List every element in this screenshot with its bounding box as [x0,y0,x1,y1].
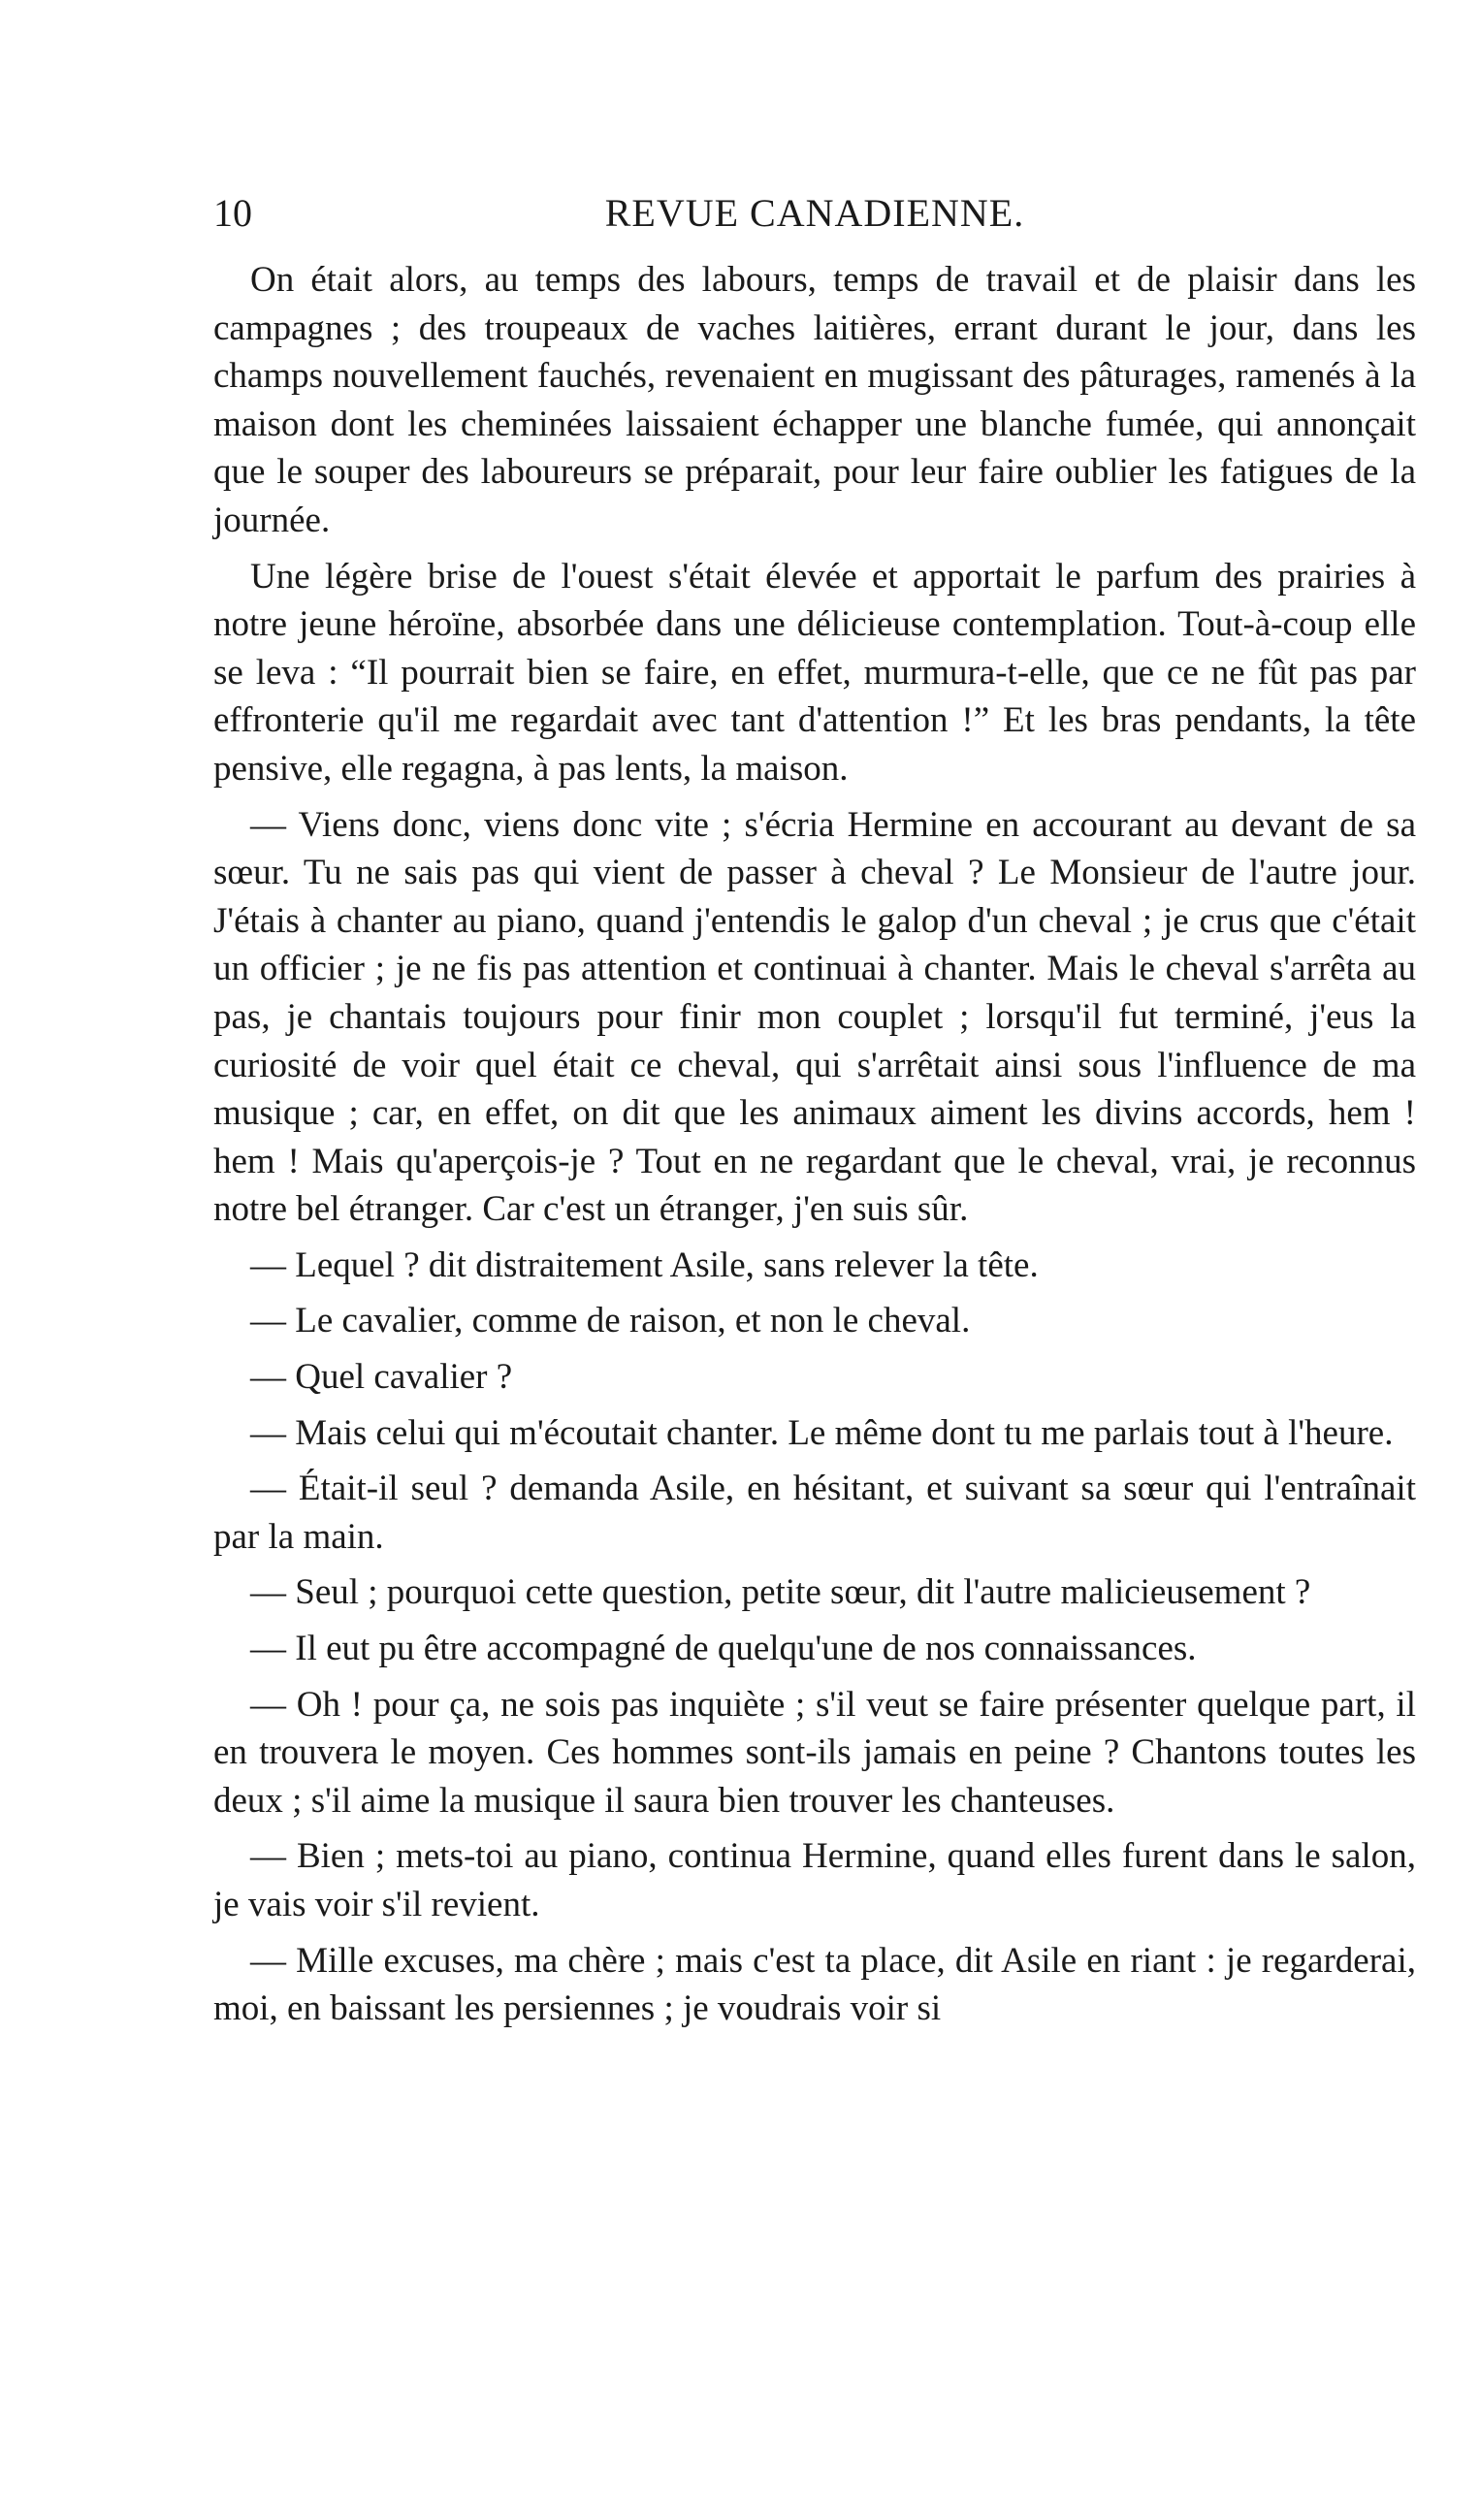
paragraph-13: — Mille excuses, ma chère ; mais c'est ta place, dit Asile en riant : je regarderai, moi, en baissant les persiennes ; je voudrais voir si [213,1940,1416,2029]
page-header [213,184,1416,242]
paragraph-9: — Seul ; pourquoi cette question, petite sœur, dit l'autre malicieusement ? [250,1572,1311,1613]
paragraph-8: — Était-il seul ? demanda Asile, en hésitant, et suivant sa sœur qui l'entraînait par la main. [213,1469,1416,1557]
paragraph-4: — Lequel ? dit distraitement Asile, sans relever la tête. [250,1244,1039,1285]
book-page [213,184,1416,2041]
paragraph-12: — Bien ; mets-toi au piano, continua Hermine, quand elles furent dans le salon, je vais voir s'il revient. [213,1836,1416,1924]
paragraph-6: — Quel cavalier ? [250,1357,513,1398]
paragraph-10: — Il eut pu être accompagné de quelqu'une de nos connaissances. [250,1629,1197,1669]
page-number: 10 [213,191,252,235]
paragraph-5: — Le cavalier, comme de raison, et non le cheval. [250,1301,971,1341]
paragraph-1: On était alors, au temps des labours, temps de travail et de plaisir dans les campagnes ; des troupeaux de vaches laitières, errant durant le jour, dans les champs nouvellement fauchés, revenaient en mugissant des pâturages, ramenés à la maison dont les cheminées laissaient échapper une blanche fumée, qui annonçait que le souper des laboureurs se préparait, pour leur faire oublier les fatigues de la journée. [213,260,1416,540]
paragraph-11: — Oh ! pour ça, ne sois pas inquiète ; s'il veut se faire présenter quelque part, il en trouvera le moyen. Ces hommes sont-ils jamais en peine ? Chantons toutes les deux ; s'il aime la musique il saura bien trouver les chanteuses. [213,1684,1416,1821]
paragraph-2: Une légère brise de l'ouest s'était élevée et apportait le parfum des prairies à notre jeune héroïne, absorbée dans une délicieuse contemplation. Tout-à-coup elle se leva : “Il pourrait bien se faire, en effet, murmura-t-elle, que ce ne fût pas par effronterie qu'il me regardait avec tant d'attention !” Et les bras pendants, la tête pensive, elle regagna, à pas lents, la maison. [213,556,1416,789]
paragraph-3: — Viens donc, viens donc vite ; s'écria Hermine en accourant au devant de sa sœur. Tu ne sais pas qui vient de passer à cheval ? Le Monsieur de l'autre jour. J'étais à chanter au piano, quand j'entendis le galop d'un cheval ; je crus que c'était un officier ; je ne fis pas attention et continuai à chanter. Mais le cheval s'arrêta au pas, je chantais toujours pour finir mon couplet ; lorsqu'il fut terminé, j'eus la curiosité de voir quel était ce cheval, qui s'arrêtait ainsi sous l'influence de ma musique ; car, en effet, on dit que les animaux aiment les divins accords, hem ! hem ! Mais qu'aperçois-je ? Tout en ne regardant que le cheval, vrai, je reconnus notre bel étranger. Car c'est un étranger, j'en suis sûr. [213,804,1416,1230]
paragraph-7: — Mais celui qui m'écoutait chanter. Le même dont tu me parlais tout à l'heure. [250,1412,1394,1453]
body-text [213,256,1416,2033]
running-title: REVUE CANADIENNE. [604,191,1025,235]
